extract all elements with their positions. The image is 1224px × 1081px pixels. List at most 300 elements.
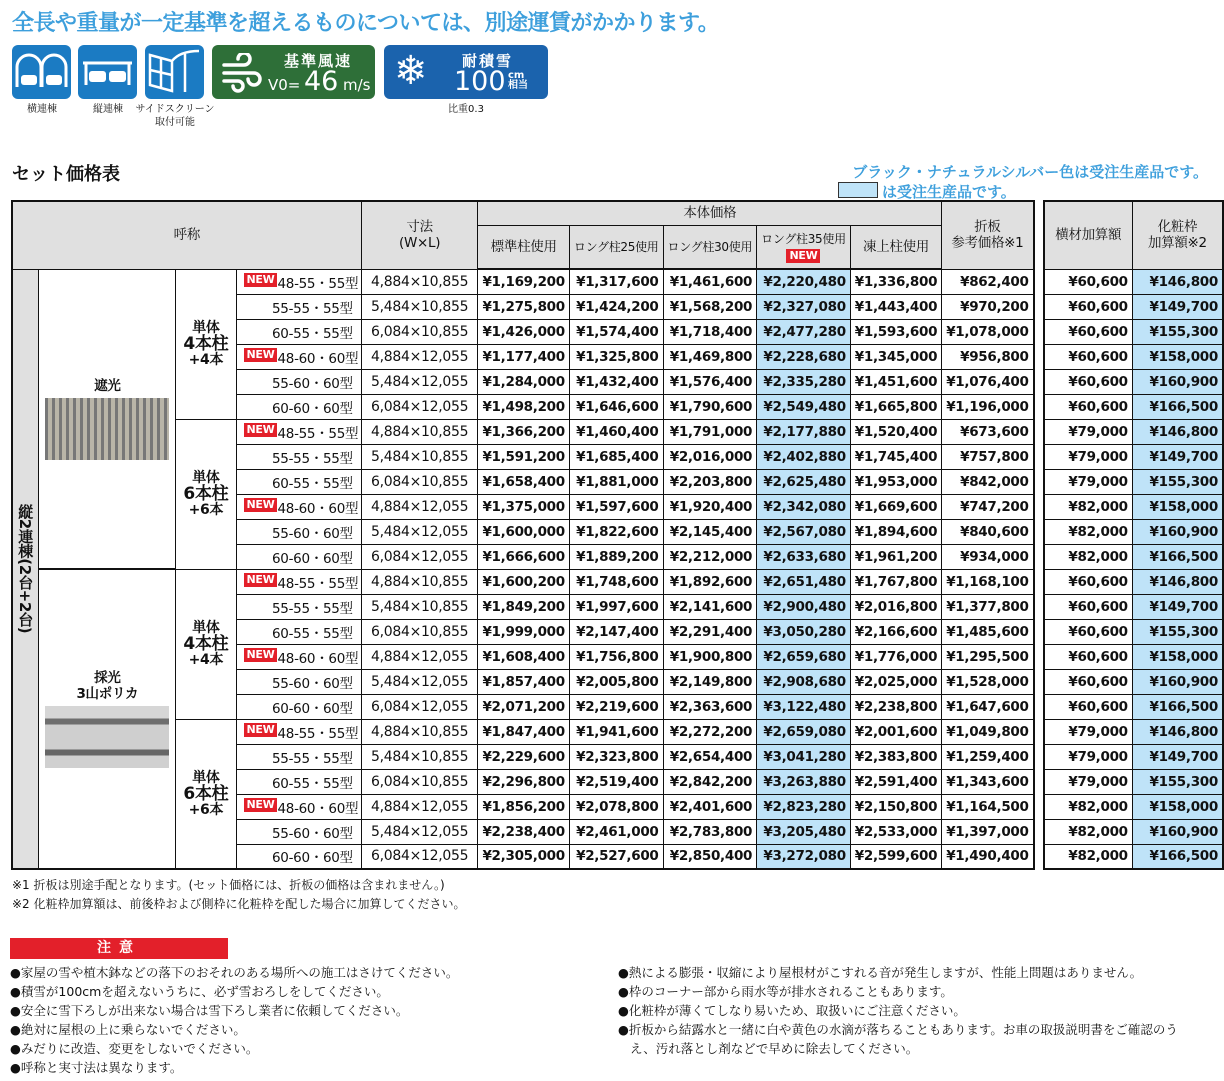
price-cell: ¥2,783,800 bbox=[663, 819, 757, 844]
price-cell: ¥1,892,600 bbox=[663, 569, 757, 594]
trim-price-cell: ¥149,700 bbox=[1132, 594, 1223, 619]
category-label: 縦2連棟(2台+2台) bbox=[12, 269, 39, 869]
price-cell: ¥1,953,000 bbox=[850, 469, 941, 494]
price-cell: ¥2,071,200 bbox=[478, 694, 569, 719]
price-cell: ¥1,498,200 bbox=[478, 394, 569, 419]
crossbar-price-cell: ¥60,600 bbox=[1044, 694, 1133, 719]
trim-price-cell: ¥166,500 bbox=[1132, 844, 1223, 869]
header-size: 寸法 (W×L) bbox=[361, 201, 478, 269]
made-to-order-colors-note: ブラック・ナチュラルシルバー色は受注生産品です。 bbox=[852, 163, 1208, 181]
price-cell: ¥2,599,600 bbox=[850, 844, 941, 869]
post-config-cell: 単体 4本柱 +4本 bbox=[176, 569, 236, 719]
size-cell: 5,484×12,055 bbox=[361, 819, 478, 844]
price-cell: ¥1,997,600 bbox=[569, 594, 663, 619]
crossbar-price-cell: ¥60,600 bbox=[1044, 394, 1133, 419]
model-cell: 55-55・55型 bbox=[236, 594, 361, 619]
set-price-table bbox=[11, 200, 1224, 870]
crossbar-price-cell: ¥60,600 bbox=[1044, 344, 1133, 369]
crossbar-price-cell: ¥79,000 bbox=[1044, 769, 1133, 794]
price-cell: ¥2,219,600 bbox=[569, 694, 663, 719]
price-cell: ¥2,633,680 bbox=[757, 544, 851, 569]
price-cell: ¥1,894,600 bbox=[850, 519, 941, 544]
trim-price-cell: ¥160,900 bbox=[1132, 669, 1223, 694]
price-cell: ¥2,625,480 bbox=[757, 469, 851, 494]
size-cell: 4,884×12,055 bbox=[361, 494, 478, 519]
price-cell: ¥1,857,400 bbox=[478, 669, 569, 694]
price-cell: ¥2,212,000 bbox=[663, 544, 757, 569]
price-cell: ¥1,397,000 bbox=[942, 819, 1034, 844]
price-cell: ¥1,597,600 bbox=[569, 494, 663, 519]
price-cell: ¥2,567,080 bbox=[757, 519, 851, 544]
trim-price-cell: ¥158,000 bbox=[1132, 644, 1223, 669]
price-cell: ¥862,400 bbox=[942, 269, 1034, 294]
price-cell: ¥934,000 bbox=[942, 544, 1034, 569]
trim-price-cell: ¥158,000 bbox=[1132, 494, 1223, 519]
price-cell: ¥1,490,400 bbox=[942, 844, 1034, 869]
trim-price-cell: ¥155,300 bbox=[1132, 319, 1223, 344]
size-cell: 6,084×12,055 bbox=[361, 394, 478, 419]
price-cell: ¥1,591,200 bbox=[478, 444, 569, 469]
price-cell: ¥1,284,000 bbox=[478, 369, 569, 394]
model-cell: 55-55・55型 bbox=[236, 744, 361, 769]
price-cell: ¥2,272,200 bbox=[663, 719, 757, 744]
price-cell: ¥1,576,400 bbox=[663, 369, 757, 394]
trim-price-cell: ¥146,800 bbox=[1132, 719, 1223, 744]
price-cell: ¥2,527,600 bbox=[569, 844, 663, 869]
price-cell: ¥1,920,400 bbox=[663, 494, 757, 519]
crossbar-price-cell: ¥82,000 bbox=[1044, 794, 1133, 819]
trim-price-cell: ¥166,500 bbox=[1132, 394, 1223, 419]
price-cell: ¥2,402,880 bbox=[757, 444, 851, 469]
header-crossbar: 横材加算額 bbox=[1044, 201, 1133, 269]
model-cell: 60-60・60型 bbox=[236, 694, 361, 719]
price-cell: ¥2,229,600 bbox=[478, 744, 569, 769]
price-cell: ¥2,654,400 bbox=[663, 744, 757, 769]
price-cell: ¥3,272,080 bbox=[757, 844, 851, 869]
snowflake-icon: ❄ bbox=[394, 48, 428, 94]
crossbar-price-cell: ¥60,600 bbox=[1044, 669, 1133, 694]
price-cell: ¥1,593,600 bbox=[850, 319, 941, 344]
price-cell: ¥2,025,000 bbox=[850, 669, 941, 694]
caution-item: ●熱による膨張・収縮により屋根材がこすれる音が発生しますが、性能上問題はありません。 bbox=[618, 965, 1143, 980]
price-cell: ¥1,900,800 bbox=[663, 644, 757, 669]
price-cell: ¥1,443,400 bbox=[850, 294, 941, 319]
caution-item: ●家屋の雪や植木鉢などの落下のおそれのある場所への施工はさけてください。 bbox=[10, 965, 459, 980]
price-cell: ¥1,078,000 bbox=[942, 319, 1034, 344]
price-cell: ¥1,600,200 bbox=[478, 569, 569, 594]
price-cell: ¥2,296,800 bbox=[478, 769, 569, 794]
trim-price-cell: ¥160,900 bbox=[1132, 519, 1223, 544]
price-cell: ¥1,961,200 bbox=[850, 544, 941, 569]
price-cell: ¥1,469,800 bbox=[663, 344, 757, 369]
snow-unit: cm 相当 bbox=[508, 70, 528, 91]
trim-price-cell: ¥146,800 bbox=[1132, 569, 1223, 594]
new-badge: NEW bbox=[244, 348, 278, 362]
price-cell: ¥1,791,000 bbox=[663, 419, 757, 444]
size-cell: 6,084×12,055 bbox=[361, 544, 478, 569]
roof-type-name: 遮光 bbox=[94, 377, 121, 394]
wind-unit: m/s bbox=[343, 76, 371, 94]
trim-price-cell: ¥158,000 bbox=[1132, 344, 1223, 369]
price-cell: ¥1,177,400 bbox=[478, 344, 569, 369]
roof-type-cell bbox=[39, 569, 176, 869]
size-cell: 5,484×10,855 bbox=[361, 744, 478, 769]
caution-heading: 注意 bbox=[10, 938, 228, 959]
new-badge: NEW bbox=[244, 798, 278, 812]
price-cell: ¥842,000 bbox=[942, 469, 1034, 494]
size-cell: 5,484×12,055 bbox=[361, 669, 478, 694]
model-cell: 55-55・55型 bbox=[236, 294, 361, 319]
post-config-cell: 単体 4本柱 +4本 bbox=[176, 269, 236, 419]
model-cell: 55-60・60型 bbox=[236, 519, 361, 544]
new-badge: NEW bbox=[244, 423, 278, 437]
price-cell: ¥1,485,600 bbox=[942, 619, 1034, 644]
price-cell: ¥2,549,480 bbox=[757, 394, 851, 419]
price-cell: ¥2,383,800 bbox=[850, 744, 941, 769]
price-cell: ¥1,461,600 bbox=[663, 269, 757, 294]
price-cell: ¥1,520,400 bbox=[850, 419, 941, 444]
price-cell: ¥1,528,000 bbox=[942, 669, 1034, 694]
caution-item: ●枠のコーナー部から雨水等が排水されることもあります。 bbox=[618, 984, 953, 999]
model-cell: 60-60・60型 bbox=[236, 544, 361, 569]
price-cell: ¥1,647,600 bbox=[942, 694, 1034, 719]
side-by-side-label: 横連棟 bbox=[27, 104, 57, 115]
trim-price-cell: ¥146,800 bbox=[1132, 269, 1223, 294]
header-frost-post: 凍上柱使用 bbox=[850, 225, 941, 269]
price-cell: ¥2,016,000 bbox=[663, 444, 757, 469]
new-badge: NEW bbox=[244, 723, 278, 737]
price-cell: ¥1,847,400 bbox=[478, 719, 569, 744]
size-cell: 6,084×10,855 bbox=[361, 619, 478, 644]
price-cell: ¥2,005,800 bbox=[569, 669, 663, 694]
price-cell: ¥2,363,600 bbox=[663, 694, 757, 719]
size-cell: 5,484×10,855 bbox=[361, 594, 478, 619]
new-badge: NEW bbox=[244, 498, 278, 512]
price-cell: ¥1,168,100 bbox=[942, 569, 1034, 594]
shipping-notice: 全長や重量が一定基準を超えるものについては、別途運賃がかかります。 bbox=[12, 11, 720, 36]
crossbar-price-cell: ¥60,600 bbox=[1044, 619, 1133, 644]
price-cell: ¥1,685,400 bbox=[569, 444, 663, 469]
price-cell: ¥3,263,880 bbox=[757, 769, 851, 794]
header-long-post-25: ロング柱25使用 bbox=[569, 225, 663, 269]
price-cell: ¥2,908,680 bbox=[757, 669, 851, 694]
price-cell: ¥1,432,400 bbox=[569, 369, 663, 394]
trim-price-cell: ¥160,900 bbox=[1132, 369, 1223, 394]
price-cell: ¥1,259,400 bbox=[942, 744, 1034, 769]
caution-item: ●化粧枠が薄くてしなり易いため、取扱いにご注意ください。 bbox=[618, 1003, 966, 1018]
size-cell: 4,884×10,855 bbox=[361, 419, 478, 444]
price-cell: ¥1,366,200 bbox=[478, 419, 569, 444]
price-cell: ¥3,205,480 bbox=[757, 819, 851, 844]
trim-price-cell: ¥146,800 bbox=[1132, 419, 1223, 444]
caution-list-left bbox=[10, 963, 458, 1077]
roof-type-cell bbox=[39, 269, 176, 569]
price-cell: ¥2,323,800 bbox=[569, 744, 663, 769]
price-cell: ¥1,745,400 bbox=[850, 444, 941, 469]
crossbar-price-cell: ¥60,600 bbox=[1044, 369, 1133, 394]
model-cell: NEW 48-55・55型 bbox=[236, 569, 361, 594]
price-cell: ¥840,600 bbox=[942, 519, 1034, 544]
model-cell: NEW 48-60・60型 bbox=[236, 494, 361, 519]
price-cell: ¥1,196,000 bbox=[942, 394, 1034, 419]
price-cell: ¥2,327,080 bbox=[757, 294, 851, 319]
header-body-price: 本体価格 bbox=[478, 201, 942, 225]
price-cell: ¥1,600,000 bbox=[478, 519, 569, 544]
price-cell: ¥2,651,480 bbox=[757, 569, 851, 594]
header-standard-post: 標準柱使用 bbox=[478, 225, 569, 269]
side-by-side-carport-icon bbox=[12, 45, 71, 99]
table-row bbox=[12, 569, 1223, 594]
model-cell: NEW 48-60・60型 bbox=[236, 794, 361, 819]
price-cell: ¥1,275,800 bbox=[478, 294, 569, 319]
price-cell: ¥2,335,280 bbox=[757, 369, 851, 394]
crossbar-price-cell: ¥60,600 bbox=[1044, 594, 1133, 619]
side-screen-icon bbox=[145, 45, 204, 99]
model-cell: 55-60・60型 bbox=[236, 819, 361, 844]
caution-item: ●呼称と実寸法は異なります。 bbox=[10, 1060, 183, 1075]
wind-value: 46 bbox=[304, 66, 339, 97]
trim-price-cell: ¥149,700 bbox=[1132, 444, 1223, 469]
price-cell: ¥956,800 bbox=[942, 344, 1034, 369]
price-cell: ¥2,145,400 bbox=[663, 519, 757, 544]
price-cell: ¥2,141,600 bbox=[663, 594, 757, 619]
price-cell: ¥2,533,000 bbox=[850, 819, 941, 844]
price-cell: ¥1,377,800 bbox=[942, 594, 1034, 619]
model-cell: 60-60・60型 bbox=[236, 394, 361, 419]
crossbar-price-cell: ¥82,000 bbox=[1044, 519, 1133, 544]
roof-panel-photo bbox=[45, 706, 169, 768]
table-row bbox=[12, 719, 1223, 744]
price-cell: ¥1,665,800 bbox=[850, 394, 941, 419]
header-trim: 化粧枠 加算額※2 bbox=[1132, 201, 1223, 269]
size-cell: 6,084×10,855 bbox=[361, 469, 478, 494]
model-cell: NEW 48-55・55型 bbox=[236, 269, 361, 294]
caution-item: ●絶対に屋根の上に乗らないでください。 bbox=[10, 1022, 246, 1037]
price-cell: ¥1,295,500 bbox=[942, 644, 1034, 669]
price-cell: ¥1,325,800 bbox=[569, 344, 663, 369]
snow-value: 100 bbox=[454, 66, 506, 97]
caution-item: ●折板から結露水と一緒に白や黄色の水滴が落ちることもあります。お車の取扱説明書をご確認のう bbox=[618, 1022, 1178, 1037]
price-cell: ¥3,041,280 bbox=[757, 744, 851, 769]
size-cell: 4,884×10,855 bbox=[361, 569, 478, 594]
price-cell: ¥673,600 bbox=[942, 419, 1034, 444]
crossbar-price-cell: ¥60,600 bbox=[1044, 569, 1133, 594]
price-cell: ¥2,591,400 bbox=[850, 769, 941, 794]
price-cell: ¥2,823,280 bbox=[757, 794, 851, 819]
caution-list-right bbox=[618, 963, 1178, 1058]
price-cell: ¥1,076,400 bbox=[942, 369, 1034, 394]
size-cell: 6,084×10,855 bbox=[361, 769, 478, 794]
trim-price-cell: ¥155,300 bbox=[1132, 469, 1223, 494]
crossbar-price-cell: ¥79,000 bbox=[1044, 444, 1133, 469]
size-cell: 4,884×10,855 bbox=[361, 269, 478, 294]
new-badge: NEW bbox=[244, 273, 278, 287]
price-cell: ¥2,001,600 bbox=[850, 719, 941, 744]
model-cell: 55-60・60型 bbox=[236, 369, 361, 394]
price-cell: ¥1,424,200 bbox=[569, 294, 663, 319]
model-cell: 60-55・55型 bbox=[236, 619, 361, 644]
new-badge: NEW bbox=[244, 573, 278, 587]
price-cell: ¥1,426,000 bbox=[478, 319, 569, 344]
tandem-carport-icon bbox=[78, 45, 137, 99]
price-cell: ¥1,460,400 bbox=[569, 419, 663, 444]
price-cell: ¥1,451,600 bbox=[850, 369, 941, 394]
model-cell: 60-55・55型 bbox=[236, 769, 361, 794]
crossbar-price-cell: ¥82,000 bbox=[1044, 544, 1133, 569]
trim-price-cell: ¥149,700 bbox=[1132, 744, 1223, 769]
price-cell: ¥1,767,800 bbox=[850, 569, 941, 594]
model-cell: 60-55・55型 bbox=[236, 319, 361, 344]
size-cell: 5,484×12,055 bbox=[361, 519, 478, 544]
price-cell: ¥1,658,400 bbox=[478, 469, 569, 494]
model-cell: 55-60・60型 bbox=[236, 669, 361, 694]
crossbar-price-cell: ¥79,000 bbox=[1044, 719, 1133, 744]
new-badge: NEW bbox=[244, 648, 278, 662]
price-cell: ¥2,078,800 bbox=[569, 794, 663, 819]
price-cell: ¥2,016,800 bbox=[850, 594, 941, 619]
size-cell: 4,884×12,055 bbox=[361, 344, 478, 369]
price-cell: ¥2,461,000 bbox=[569, 819, 663, 844]
price-cell: ¥2,342,080 bbox=[757, 494, 851, 519]
post-config-cell: 単体 6本柱 +6本 bbox=[176, 719, 236, 869]
size-cell: 5,484×10,855 bbox=[361, 444, 478, 469]
price-cell: ¥2,291,400 bbox=[663, 619, 757, 644]
model-cell: NEW 48-55・55型 bbox=[236, 419, 361, 444]
price-cell: ¥2,177,880 bbox=[757, 419, 851, 444]
footnotes bbox=[12, 876, 466, 914]
price-cell: ¥2,850,400 bbox=[663, 844, 757, 869]
crossbar-price-cell: ¥79,000 bbox=[1044, 744, 1133, 769]
side-screen-label: サイドスクリーン 取付可能 bbox=[135, 104, 215, 128]
footnote-2: ※2 化粧枠加算額は、前後枠および側枠に化粧枠を配した場合に加算してください。 bbox=[12, 897, 466, 911]
price-cell: ¥970,200 bbox=[942, 294, 1034, 319]
price-cell: ¥2,149,800 bbox=[663, 669, 757, 694]
size-cell: 5,484×12,055 bbox=[361, 369, 478, 394]
price-cell: ¥2,842,200 bbox=[663, 769, 757, 794]
caution-item: ●安全に雪下ろしが出来ない場合は雪下ろし業者に依頼してください。 bbox=[10, 1003, 409, 1018]
price-cell: ¥2,519,400 bbox=[569, 769, 663, 794]
header-long-post-35: ロング柱35使用 NEW bbox=[757, 225, 851, 269]
crossbar-price-cell: ¥60,600 bbox=[1044, 319, 1133, 344]
caution-item: ●積雪が100cmを超えないうちに、必ず雪おろしをしてください。 bbox=[10, 984, 389, 999]
price-cell: ¥2,305,000 bbox=[478, 844, 569, 869]
price-cell: ¥2,238,800 bbox=[850, 694, 941, 719]
price-cell: ¥1,889,200 bbox=[569, 544, 663, 569]
size-cell: 5,484×10,855 bbox=[361, 294, 478, 319]
size-cell: 6,084×12,055 bbox=[361, 844, 478, 869]
price-cell: ¥1,317,600 bbox=[569, 269, 663, 294]
crossbar-price-cell: ¥60,600 bbox=[1044, 269, 1133, 294]
made-to-order-legend-text: は受注生産品です。 bbox=[882, 183, 1016, 201]
table-row bbox=[12, 269, 1223, 294]
price-cell: ¥1,345,000 bbox=[850, 344, 941, 369]
price-cell: ¥1,790,600 bbox=[663, 394, 757, 419]
header-name: 呼称 bbox=[12, 201, 361, 269]
crossbar-price-cell: ¥82,000 bbox=[1044, 844, 1133, 869]
crossbar-price-cell: ¥60,600 bbox=[1044, 294, 1133, 319]
price-cell: ¥3,050,280 bbox=[757, 619, 851, 644]
price-cell: ¥1,999,000 bbox=[478, 619, 569, 644]
price-cell: ¥1,608,400 bbox=[478, 644, 569, 669]
price-cell: ¥2,659,080 bbox=[757, 719, 851, 744]
price-cell: ¥2,147,400 bbox=[569, 619, 663, 644]
price-cell: ¥1,375,000 bbox=[478, 494, 569, 519]
wind-title: 基準風速 bbox=[284, 52, 353, 70]
price-cell: ¥1,666,600 bbox=[478, 544, 569, 569]
price-cell: ¥1,849,200 bbox=[478, 594, 569, 619]
price-cell: ¥2,238,400 bbox=[478, 819, 569, 844]
size-cell: 4,884×10,855 bbox=[361, 719, 478, 744]
price-cell: ¥1,856,200 bbox=[478, 794, 569, 819]
made-to-order-legend-swatch bbox=[838, 182, 878, 198]
price-cell: ¥1,343,600 bbox=[942, 769, 1034, 794]
crossbar-price-cell: ¥60,600 bbox=[1044, 644, 1133, 669]
section-title: セット価格表 bbox=[12, 164, 120, 185]
new-badge: NEW bbox=[786, 249, 820, 263]
footnote-1: ※1 折板は別途手配となります。(セット価格には、折板の価格は含まれません。) bbox=[12, 878, 445, 892]
crossbar-price-cell: ¥82,000 bbox=[1044, 494, 1133, 519]
price-cell: ¥2,477,280 bbox=[757, 319, 851, 344]
price-cell: ¥1,646,600 bbox=[569, 394, 663, 419]
price-cell: ¥1,881,000 bbox=[569, 469, 663, 494]
trim-price-cell: ¥149,700 bbox=[1132, 294, 1223, 319]
price-cell: ¥1,336,800 bbox=[850, 269, 941, 294]
header-long-post-30: ロング柱30使用 bbox=[663, 225, 757, 269]
price-cell: ¥2,203,800 bbox=[663, 469, 757, 494]
roof-type-name: 採光 bbox=[94, 670, 121, 686]
trim-price-cell: ¥166,500 bbox=[1132, 694, 1223, 719]
model-cell: 60-55・55型 bbox=[236, 469, 361, 494]
crossbar-price-cell: ¥79,000 bbox=[1044, 469, 1133, 494]
caution-item: え、汚れ落とし剤などで早めに除去してください。 bbox=[630, 1041, 919, 1056]
model-cell: 60-60・60型 bbox=[236, 844, 361, 869]
price-cell: ¥1,164,500 bbox=[942, 794, 1034, 819]
price-cell: ¥2,228,680 bbox=[757, 344, 851, 369]
price-cell: ¥3,122,480 bbox=[757, 694, 851, 719]
price-cell: ¥1,748,600 bbox=[569, 569, 663, 594]
model-cell: NEW 48-60・60型 bbox=[236, 344, 361, 369]
price-cell: ¥2,150,800 bbox=[850, 794, 941, 819]
price-cell: ¥2,659,680 bbox=[757, 644, 851, 669]
price-cell: ¥2,401,600 bbox=[663, 794, 757, 819]
trim-price-cell: ¥155,300 bbox=[1132, 619, 1223, 644]
crossbar-price-cell: ¥82,000 bbox=[1044, 819, 1133, 844]
wind-icon bbox=[220, 53, 264, 93]
trim-price-cell: ¥158,000 bbox=[1132, 794, 1223, 819]
header-folded: 折板 参考価格※1 bbox=[942, 201, 1034, 269]
price-cell: ¥2,220,480 bbox=[757, 269, 851, 294]
roof-type-subname: 3山ポリカ bbox=[76, 686, 139, 702]
model-cell: NEW 48-60・60型 bbox=[236, 644, 361, 669]
model-cell: NEW 48-55・55型 bbox=[236, 719, 361, 744]
price-cell: ¥1,718,400 bbox=[663, 319, 757, 344]
price-cell: ¥757,800 bbox=[942, 444, 1034, 469]
price-cell: ¥1,169,200 bbox=[478, 269, 569, 294]
snow-caption: 比重0.3 bbox=[448, 104, 484, 115]
trim-price-cell: ¥160,900 bbox=[1132, 819, 1223, 844]
price-cell: ¥2,166,600 bbox=[850, 619, 941, 644]
table-row bbox=[12, 419, 1223, 444]
size-cell: 4,884×12,055 bbox=[361, 644, 478, 669]
price-cell: ¥1,574,400 bbox=[569, 319, 663, 344]
snow-title: 耐積雪 bbox=[462, 52, 514, 70]
model-cell: 55-55・55型 bbox=[236, 444, 361, 469]
size-cell: 4,884×12,055 bbox=[361, 794, 478, 819]
price-cell: ¥1,756,800 bbox=[569, 644, 663, 669]
tandem-label: 縦連棟 bbox=[93, 104, 123, 115]
size-cell: 6,084×12,055 bbox=[361, 694, 478, 719]
price-cell: ¥1,941,600 bbox=[569, 719, 663, 744]
